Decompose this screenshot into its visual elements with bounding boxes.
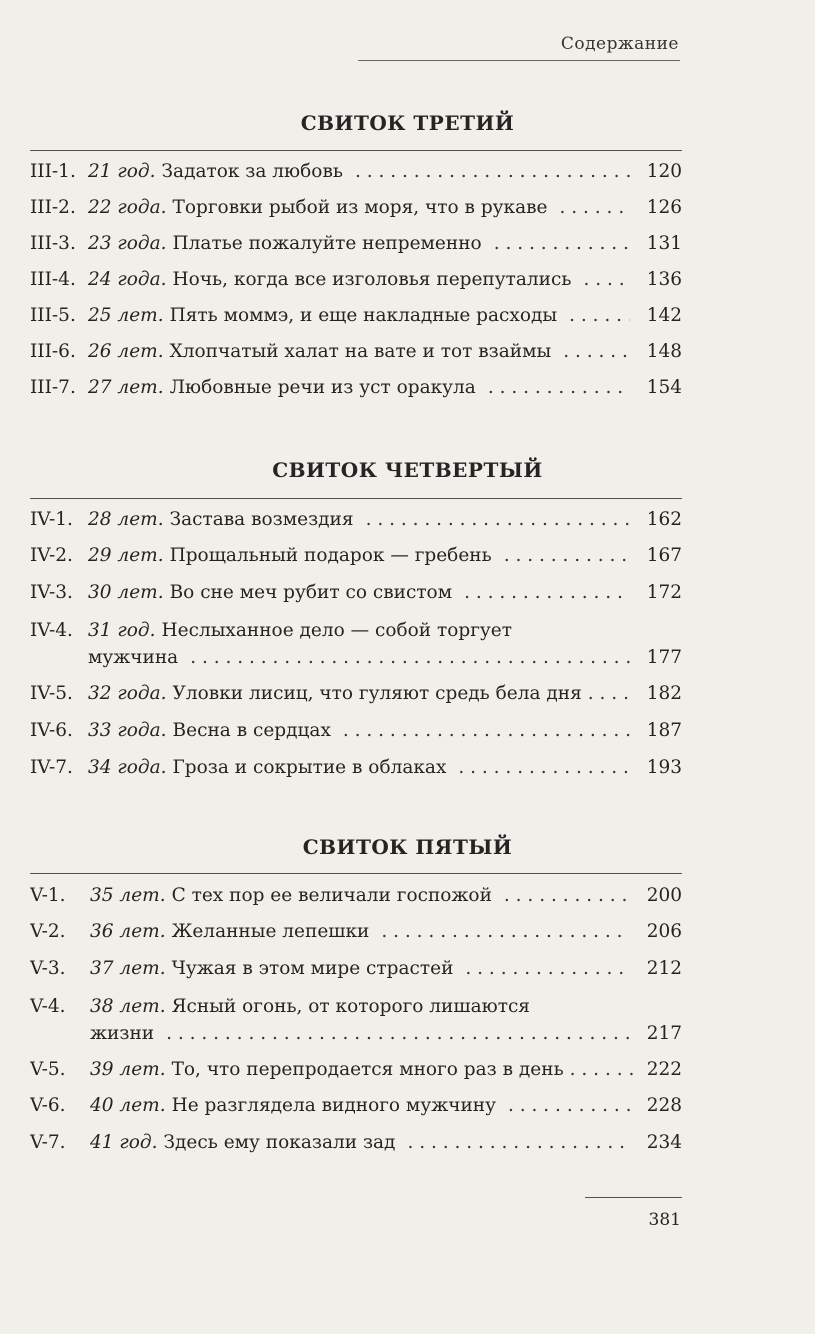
entry-number: III-6. bbox=[30, 341, 76, 362]
entry-number: V-3. bbox=[30, 958, 66, 979]
entry-title: Платье пожалуйте непременно bbox=[172, 233, 482, 254]
leader-dots bbox=[570, 1056, 636, 1083]
entry-number: III-7. bbox=[30, 377, 76, 398]
entry-number: III-3. bbox=[30, 233, 76, 254]
leader-dots bbox=[504, 882, 630, 909]
entry-page: 217 bbox=[646, 1023, 682, 1044]
toc-entry[interactable] bbox=[30, 338, 682, 365]
entry-number: V-1. bbox=[30, 885, 66, 906]
entry-title: С тех пор ее величали госпожой bbox=[171, 885, 492, 906]
entry-page: 206 bbox=[646, 921, 682, 942]
entry-title: Хлопчатый халат на вате и тот взаймы bbox=[169, 341, 552, 362]
entry-number: IV-2. bbox=[30, 545, 73, 566]
toc-entry[interactable] bbox=[30, 882, 682, 909]
entry-age: 40 лет. bbox=[90, 1095, 166, 1116]
entry-page: 172 bbox=[646, 582, 682, 603]
toc-entry[interactable] bbox=[30, 266, 682, 293]
leader-dots bbox=[343, 717, 630, 744]
leader-dots bbox=[355, 158, 630, 185]
toc-entry[interactable] bbox=[30, 1056, 682, 1083]
entry-number: V-4. bbox=[30, 996, 66, 1017]
entry-title: Любовные речи из уст оракула bbox=[169, 377, 476, 398]
entry-title-continued: жизни bbox=[90, 1023, 155, 1044]
entry-title-continued: мужчина bbox=[88, 647, 179, 668]
leader-dots bbox=[504, 542, 630, 569]
entry-title: То, что перепродается много раз в день bbox=[171, 1059, 564, 1080]
entry-age: 28 лет. bbox=[88, 509, 164, 530]
entry-number: V-5. bbox=[30, 1059, 66, 1080]
entry-title: Уловки лисиц, что гуляют средь бела дня bbox=[172, 683, 582, 704]
toc-entry[interactable] bbox=[30, 230, 682, 257]
entry-title: Пять моммэ, и еще накладные расходы bbox=[169, 305, 558, 326]
leader-dots bbox=[381, 918, 630, 945]
entry-page: 187 bbox=[646, 720, 682, 741]
running-head: Содержание bbox=[560, 34, 679, 54]
toc-entry[interactable] bbox=[30, 754, 682, 781]
toc-entry[interactable] bbox=[30, 680, 682, 707]
leader-dots bbox=[458, 754, 630, 781]
entry-page: 212 bbox=[646, 958, 682, 979]
leader-dots bbox=[569, 302, 630, 329]
toc-entry[interactable] bbox=[30, 302, 682, 329]
leader-dots bbox=[563, 338, 630, 365]
toc-entry[interactable] bbox=[30, 542, 682, 569]
entry-title: Не разглядела видного мужчину bbox=[171, 1095, 497, 1116]
entry-title: Торговки рыбой из моря, что в рукаве bbox=[172, 197, 548, 218]
entry-number: V-6. bbox=[30, 1095, 66, 1116]
entry-page: 162 bbox=[646, 509, 682, 530]
toc-entry[interactable] bbox=[30, 993, 682, 1047]
toc-entry[interactable] bbox=[30, 374, 682, 401]
entry-number: III-4. bbox=[30, 269, 76, 290]
entry-number: IV-6. bbox=[30, 720, 73, 741]
leader-dots bbox=[166, 1020, 630, 1047]
entry-page: 200 bbox=[646, 885, 682, 906]
entry-page: 177 bbox=[646, 647, 682, 668]
entry-page: 154 bbox=[646, 377, 682, 398]
leader-dots bbox=[366, 506, 630, 533]
leader-dots bbox=[465, 955, 630, 982]
entry-age: 39 лет. bbox=[90, 1059, 166, 1080]
entry-age: 22 года. bbox=[88, 197, 167, 218]
toc-entry[interactable] bbox=[30, 194, 682, 221]
entry-page: 228 bbox=[646, 1095, 682, 1116]
entry-age: 36 лет. bbox=[90, 921, 166, 942]
entry-page: 120 bbox=[646, 161, 682, 182]
entry-page: 142 bbox=[646, 305, 682, 326]
toc-entry[interactable] bbox=[30, 717, 682, 744]
entry-number: V-2. bbox=[30, 921, 66, 942]
toc-entry[interactable] bbox=[30, 1092, 682, 1119]
entry-age: 38 лет. bbox=[90, 996, 166, 1017]
toc-entry[interactable] bbox=[30, 918, 682, 945]
entry-age: 33 года. bbox=[88, 720, 167, 741]
entry-title: Застава возмездия bbox=[169, 509, 354, 530]
page-number: 381 bbox=[648, 1210, 681, 1230]
entry-page: 131 bbox=[646, 233, 682, 254]
entry-page: 136 bbox=[646, 269, 682, 290]
entry-age: 26 лет. bbox=[88, 341, 164, 362]
toc-entry[interactable] bbox=[30, 506, 682, 533]
section-rule bbox=[30, 498, 682, 499]
toc-entry[interactable] bbox=[30, 617, 682, 671]
toc-entry[interactable] bbox=[30, 158, 682, 185]
entry-title: Гроза и сокрытие в облаках bbox=[172, 757, 447, 778]
entry-number: IV-7. bbox=[30, 757, 73, 778]
entry-page: 126 bbox=[646, 197, 682, 218]
entry-page: 167 bbox=[646, 545, 682, 566]
entry-number: III-1. bbox=[30, 161, 76, 182]
leader-dots bbox=[407, 1129, 630, 1156]
entry-age: 21 год. bbox=[88, 161, 156, 182]
leader-dots bbox=[494, 230, 630, 257]
entry-age: 32 года. bbox=[88, 683, 167, 704]
entry-page: 148 bbox=[646, 341, 682, 362]
toc-entry[interactable] bbox=[30, 955, 682, 982]
entry-number: IV-4. bbox=[30, 620, 73, 641]
entry-title: Желанные лепешки bbox=[171, 921, 370, 942]
section-title-scroll-5: СВИТОК ПЯТЫЙ bbox=[302, 835, 513, 859]
leader-dots bbox=[508, 1092, 630, 1119]
entry-age: 24 года. bbox=[88, 269, 167, 290]
entry-title: Здесь ему показали зад bbox=[163, 1132, 396, 1153]
entry-age: 35 лет. bbox=[90, 885, 166, 906]
section-rule bbox=[30, 150, 682, 151]
entry-page: 193 bbox=[646, 757, 682, 778]
entry-number: IV-3. bbox=[30, 582, 73, 603]
leader-dots bbox=[190, 644, 630, 671]
entry-age: 34 года. bbox=[88, 757, 167, 778]
entry-age: 41 год. bbox=[90, 1132, 158, 1153]
entry-page: 234 bbox=[646, 1132, 682, 1153]
entry-number: IV-5. bbox=[30, 683, 73, 704]
toc-entry[interactable] bbox=[30, 1129, 682, 1156]
entry-title: Ночь, когда все изголовья перепутались bbox=[172, 269, 572, 290]
entry-title: Во сне меч рубит со свистом bbox=[169, 582, 453, 603]
entry-title: Неслыханное дело — собой торгует bbox=[161, 620, 512, 641]
entry-number: III-2. bbox=[30, 197, 76, 218]
entry-age: 30 лет. bbox=[88, 582, 164, 603]
entry-age: 29 лет. bbox=[88, 545, 164, 566]
leader-dots bbox=[488, 374, 630, 401]
entry-age: 31 год. bbox=[88, 620, 156, 641]
leader-dots bbox=[560, 194, 630, 221]
entry-age: 37 лет. bbox=[90, 958, 166, 979]
leader-dots bbox=[464, 579, 630, 606]
entry-page: 182 bbox=[646, 683, 682, 704]
entry-number: IV-1. bbox=[30, 509, 73, 530]
footer-rule bbox=[585, 1197, 682, 1198]
entry-number: V-7. bbox=[30, 1132, 66, 1153]
section-title-scroll-4: СВИТОК ЧЕТВЕРТЫЙ bbox=[272, 458, 543, 482]
entry-title: Прощальный подарок — гребень bbox=[169, 545, 492, 566]
leader-dots bbox=[583, 266, 630, 293]
entry-number: III-5. bbox=[30, 305, 76, 326]
entry-title: Весна в сердцах bbox=[172, 720, 331, 741]
entry-age: 27 лет. bbox=[88, 377, 164, 398]
section-title-scroll-3: СВИТОК ТРЕТИЙ bbox=[300, 111, 515, 135]
entry-title: Ясный огонь, от которого лишаются bbox=[171, 996, 530, 1017]
running-head-rule bbox=[358, 60, 680, 61]
entry-age: 25 лет. bbox=[88, 305, 164, 326]
entry-title: Задаток за любовь bbox=[161, 161, 343, 182]
leader-dots bbox=[588, 680, 636, 707]
entry-age: 23 года. bbox=[88, 233, 167, 254]
entry-title: Чужая в этом мире страстей bbox=[171, 958, 454, 979]
section-rule bbox=[30, 873, 682, 874]
toc-entry[interactable] bbox=[30, 579, 682, 606]
entry-page: 222 bbox=[646, 1059, 682, 1080]
